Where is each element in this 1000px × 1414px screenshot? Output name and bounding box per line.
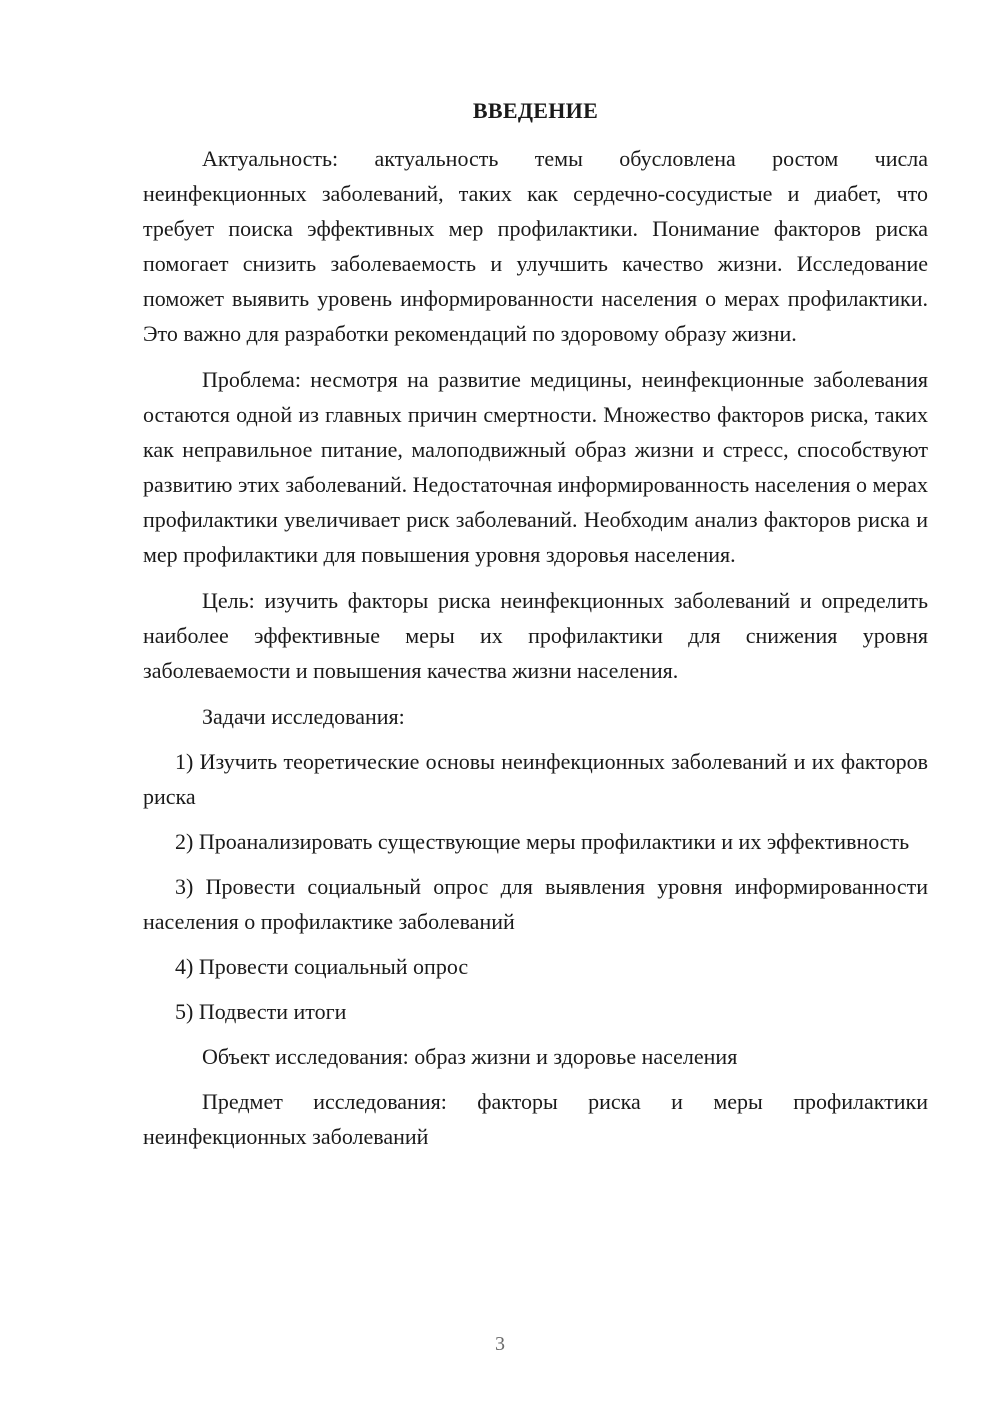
goal-paragraph: Цель: изучить факторы риска неинфекционных заболеваний и определить наиболее эффективные меры их профилактики для снижения уровня заболеваемости и повышения качества жизни населения. [143,588,928,683]
research-object: Объект исследования: образ жизни и здоровье населения [202,1044,738,1069]
tasks-heading: Задачи исследования: [202,704,405,729]
task-item-1: 1) Изучить теоретические основы неинфекционных заболеваний и их факторов риска [143,749,928,809]
section-title: ВВЕДЕНИЕ [472,98,599,123]
document-page [143,96,928,1165]
problem-paragraph: Проблема: несмотря на развитие медицины, неинфекционные заболевания остаются одной из главных причин смертности. Множество факторов риска, таких как неправильное питание, малоподвижный образ жизни и стресс, способствуют развитию этих заболеваний. Недостаточная информированность населения о мерах профилактики увеличивает риск заболеваний. Необходим анализ факторов риска и мер профилактики для повышения уровня здоровья населения. [143,367,928,567]
relevance-paragraph: Актуальность: актуальность темы обусловлена ростом числа неинфекционных заболеваний, таких как сердечно-сосудистые и диабет, что требует поиска эффективных мер профилактики. Понимание факторов риска помогает снизить заболеваемость и улучшить качество жизни. Исследование поможет выявить уровень информированности населения о мерах профилактики. Это важно для разработки рекомендаций по здоровому образу жизни. [143,146,928,346]
task-item-2: 2) Проанализировать существующие меры профилактики и их эффективность [175,829,910,854]
task-item-4: 4) Провести социальный опрос [175,954,469,979]
task-item-3: 3) Провести социальный опрос для выявления уровня информированности населения о профилактике заболеваний [143,874,928,934]
page-number: 3 [495,1333,505,1355]
research-subject: Предмет исследования: факторы риска и меры профилактики неинфекционных заболеваний [143,1089,928,1149]
task-item-5: 5) Подвести итоги [175,999,347,1024]
tasks-list [143,744,928,1029]
